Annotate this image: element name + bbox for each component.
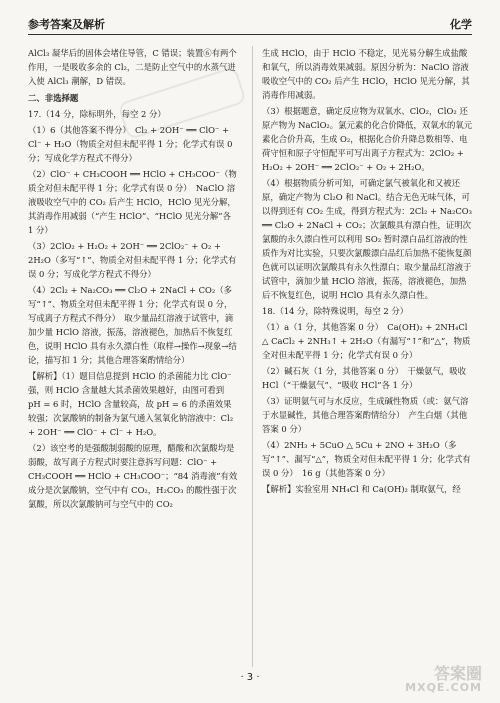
left-column [28,46,238,513]
paragraph: （3）根据题意，确定反应物为双氧水、ClO₂，ClO₂ 还原产物为 NaClO₂。氯元素的化合价降低，双氧水的氧元素化合价升高，生成 O₂，根据化合价升降总数相等、电荷守恒和原子守恒配平可写出离子方程式为：2ClO₂ + H₂O₂ + 2OH⁻ ══ 2ClO₂⁻ + O₂ + 2H₂O。 [262,106,473,172]
paragraph: 【解析】实验室用 NH₄Cl 和 Ca(OH)₂ 制取氨气，经 [262,484,461,494]
paragraph: 生成 HClO，由于 HClO 不稳定，见光易分解生成盐酸和氧气，所以消毒效果减弱。原因分析为：NaClO 溶液吸收空气中的 CO₂ 后产生 HClO，HClO 见光分解，其消毒作用减弱。 [262,48,470,100]
paragraph: 17.（14 分，除标明外，每空 2 分） [28,109,166,119]
column-divider [252,46,253,667]
watermark-domain: MXQE.COM [405,681,482,694]
paragraph: （1）a（1 分，其他答案 0 分） Ca(OH)₂ + 2NH₄Cl △ CaCl₂ + 2NH₃↑ + 2H₂O（有漏写“↑”和“△”，物质全对但未配平得 1 分；化学式有误 0 分） [262,322,471,360]
paragraph: （3）2ClO₂ + H₂O₂ + 2OH⁻ ══ 2ClO₂⁻ + O₂ + 2H₂O（多写“↑”、物质全对但未配平得 1 分；化学式有误 0 分；写成化学方程式不得分） [28,241,237,279]
watermark-logo [405,664,482,695]
paragraph: （4）根据物质分析可知，可确定氯气被氧化和又被还原，确定产物为 Cl₂O 和 NaCl。结合无色无味气体，可以得到还有 CO₂ 生成，得到方程式为：2Cl₂ + Na₂CO₃ ══ Cl₂O + 2NaCl + CO₂；次氯酸具有漂白性，证明次氯酸的永久漂白性可以利用 SO₂ 暂时漂白品红溶液的性质作为对比实验，只要次氯酸漂白品红后加热不能恢复颜色就可以证明次氯酸具有永久性漂白；取少量品红溶液于试管中，滴加少量 HClO 溶液，振荡，溶液褪色，加热后不恢复红色，说明 HClO 具有永久漂白性。 [262,178,473,300]
paragraph: （3）证明氨气可与水反应，生成碱性物质（或：氨气溶于水显碱性，其他合理答案酌情给分） 产生白烟（其他答案 0 分） [262,396,469,434]
header-subject: 化学 [450,18,472,31]
page-number: · 3 · [240,672,260,683]
paragraph: （1）6（其他答案不得分） Cl₂ + 2OH⁻ ══ ClO⁻ + Cl⁻ + H₂O（物质全对但未配平得 1 分；化学式有误 0 分；写成化学方程式不得分） [28,125,233,163]
paragraph: 18.（14 分，除特殊说明，每空 2 分） [262,306,409,316]
right-column [262,46,474,498]
section-heading: 二、非选择题 [28,93,79,103]
paragraph: （2）碱石灰（1 分，其他答案 0 分） 干燥氨气，吸收 HCl（“干燥氨气”、“吸收 HCl”各 1 分） [262,366,467,390]
paragraph: （2）ClO⁻ + CH₃COOH ══ HClO + CH₃COO⁻（物质全对但未配平得 1 分；化学式有误 0 分） NaClO 溶液吸收空气中的 CO₂ 后产生 HClO，HClO 见光分解，其消毒作用减弱（“产生 HClO”、“HClO 见光分解”各 1 分） [28,169,237,235]
header-left-title: 参考答案及解析 [28,18,105,31]
paragraph: （4）2NH₃ + 5CuO △ 5Cu + 2NO + 3H₂O（多写“↑”、漏写“△”，物质全对但未配平得 1 分；化学式有误 0 分） 16 g（其他答案 0 分） [262,440,471,478]
watermark-title: 答案圈 [433,664,482,683]
paragraph: AlCl₃ 凝华后的固体会堵住导管，C 错误；装置⑥有两个作用，一是吸收多余的 Cl₂，二是防止空气中的水蒸气进入使 AlCl₃ 潮解，D 错误。 [28,48,237,86]
paragraph: （2）该空考的是强酸制弱酸的原理，醋酸和次氯酸均是弱酸，故写离子方程式时要注意拆写问题：ClO⁻ + CH₃COOH ══ HClO + CH₃COO⁻；“84 消毒液”有效成分是次氯酸钠，空气中有 CO₂，H₂CO₃ 的酸性强于次氯酸，所以次氯酸钠可与空气中的 CO₂ [28,443,238,509]
paragraph: 【解析】（1）题目信息提到 HClO 的杀菌能力比 ClO⁻ 强，则 HClO 含量越大其杀菌效果越好，由图可看到 pH = 6 时，HClO 含量较高，故 pH = 6 的杀菌效果较强；次氯酸钠的制备为氯气通入氢氧化钠溶液中：Cl₂ + 2OH⁻ ══ ClO⁻ + Cl⁻ + H₂O。 [28,371,234,437]
paragraph: （4）2Cl₂ + Na₂CO₃ ══ Cl₂O + 2NaCl + CO₂（多写“↑”、物质全对但未配平得 1 分；化学式有误 0 分，写成离子方程式不得分） 取少量品红溶液于试管中，滴加少量 HClO 溶液，振荡，溶液褪色，加热后不恢复红色，说明 HClO 具有永久漂白性（取样→操作→现象→结论，描写扣 1 分；其他合理答案酌情给分） [28,285,237,365]
page-header [28,12,472,35]
